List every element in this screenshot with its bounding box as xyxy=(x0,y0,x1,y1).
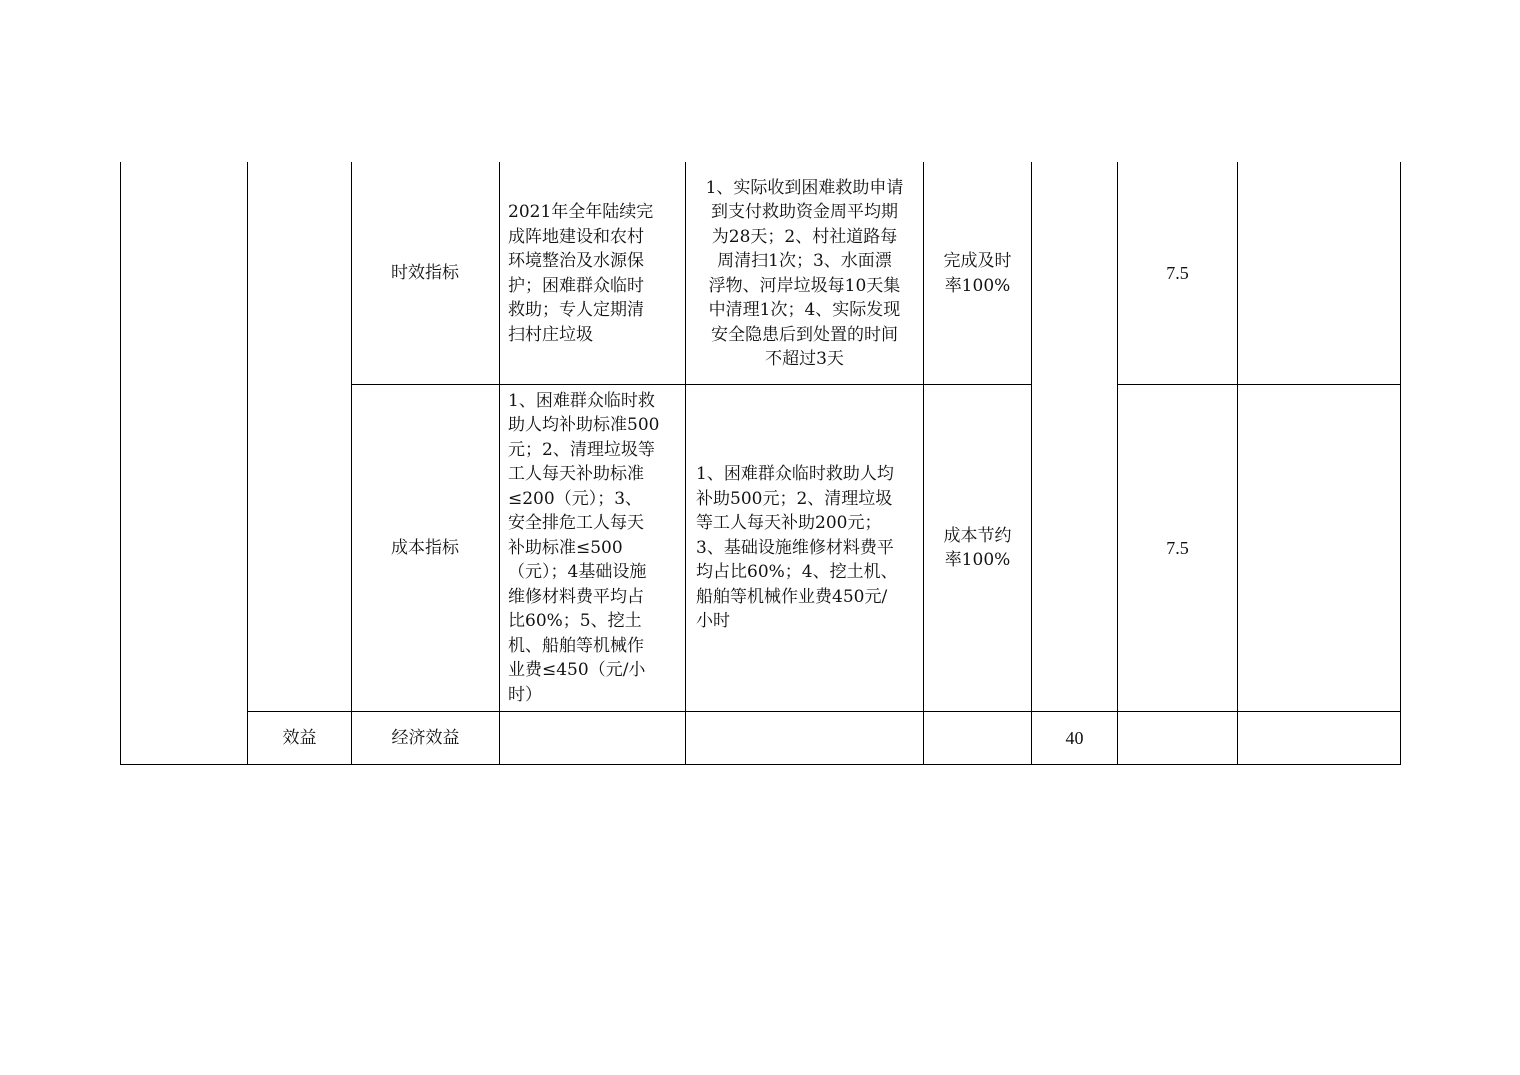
target-text: 2021年全年陆续完 成阵地建设和农村 环境整治及水源保 护；困难群众临时 救助；专人定期清 扫村庄垃圾 xyxy=(508,202,654,345)
indicator-label: 经济效益 xyxy=(391,727,460,748)
table-cell-target-cost xyxy=(508,385,683,711)
actual-text: 1、实际收到困难救助申请 到支付救助资金周平均期 为28天；2、村社道路每 周清扫1次；3、水面漂 浮物、河岸垃圾每10天集 中清理1次；4、实际发现 安全隐患后到处置的时间 不超过3天 xyxy=(705,177,904,369)
table-cell-indicator-timeliness xyxy=(351,163,499,384)
standard-text: 成本节约 率100% xyxy=(943,525,1012,570)
score-value: 7.5 xyxy=(1166,263,1189,284)
column-divider-4 xyxy=(685,162,686,765)
table-cell-actual-cost xyxy=(696,385,921,711)
column-divider-8 xyxy=(1237,162,1238,765)
table-cell-score-timeliness xyxy=(1118,163,1237,384)
target-text: 1、困难群众临时救 助人均补助标准500 元；2、清理垃圾等 工人每天补助标准 ≤200（元）；3、 安全排危工人每天 补助标准≤500 （元）；4基础设施 维修材料费平均占 比60%；5、挖土 机、船舶等机械作 业费≤450（元/小 时） xyxy=(508,390,660,705)
table-cell-indicator-economic xyxy=(352,712,499,764)
table-border-right xyxy=(1400,162,1401,765)
table-border-left xyxy=(120,162,121,765)
weight-value: 40 xyxy=(1065,727,1084,748)
score-value: 7.5 xyxy=(1166,537,1189,558)
table-cell-standard-cost xyxy=(924,385,1031,711)
table-cell-weight-benefit xyxy=(1032,712,1117,764)
standard-text: 完成及时 率100% xyxy=(943,251,1012,296)
indicator-label: 成本指标 xyxy=(391,537,459,558)
table-cell-actual-timeliness xyxy=(688,163,921,384)
column-divider-6 xyxy=(1031,162,1032,765)
table-cell-standard-timeliness xyxy=(924,163,1031,384)
column-divider-3 xyxy=(499,162,500,765)
column-divider-1 xyxy=(247,162,248,765)
indicator-label: 时效指标 xyxy=(391,263,459,284)
subcategory-label: 效益 xyxy=(282,727,317,748)
table-cell-indicator-cost xyxy=(351,385,499,711)
table-border-bottom xyxy=(120,764,1401,765)
table-cell-subcategory-benefit xyxy=(248,712,351,764)
table-cell-target-timeliness xyxy=(508,163,683,384)
actual-text: 1、困难群众临时救助人均 补助500元；2、清理垃圾 等工人每天补助200元； 3、基础设施维修材料费平 均占比60%；4、挖土机、 船舶等机械作业费450元/ 小时 xyxy=(696,464,898,632)
table-cell-score-cost xyxy=(1118,385,1237,711)
